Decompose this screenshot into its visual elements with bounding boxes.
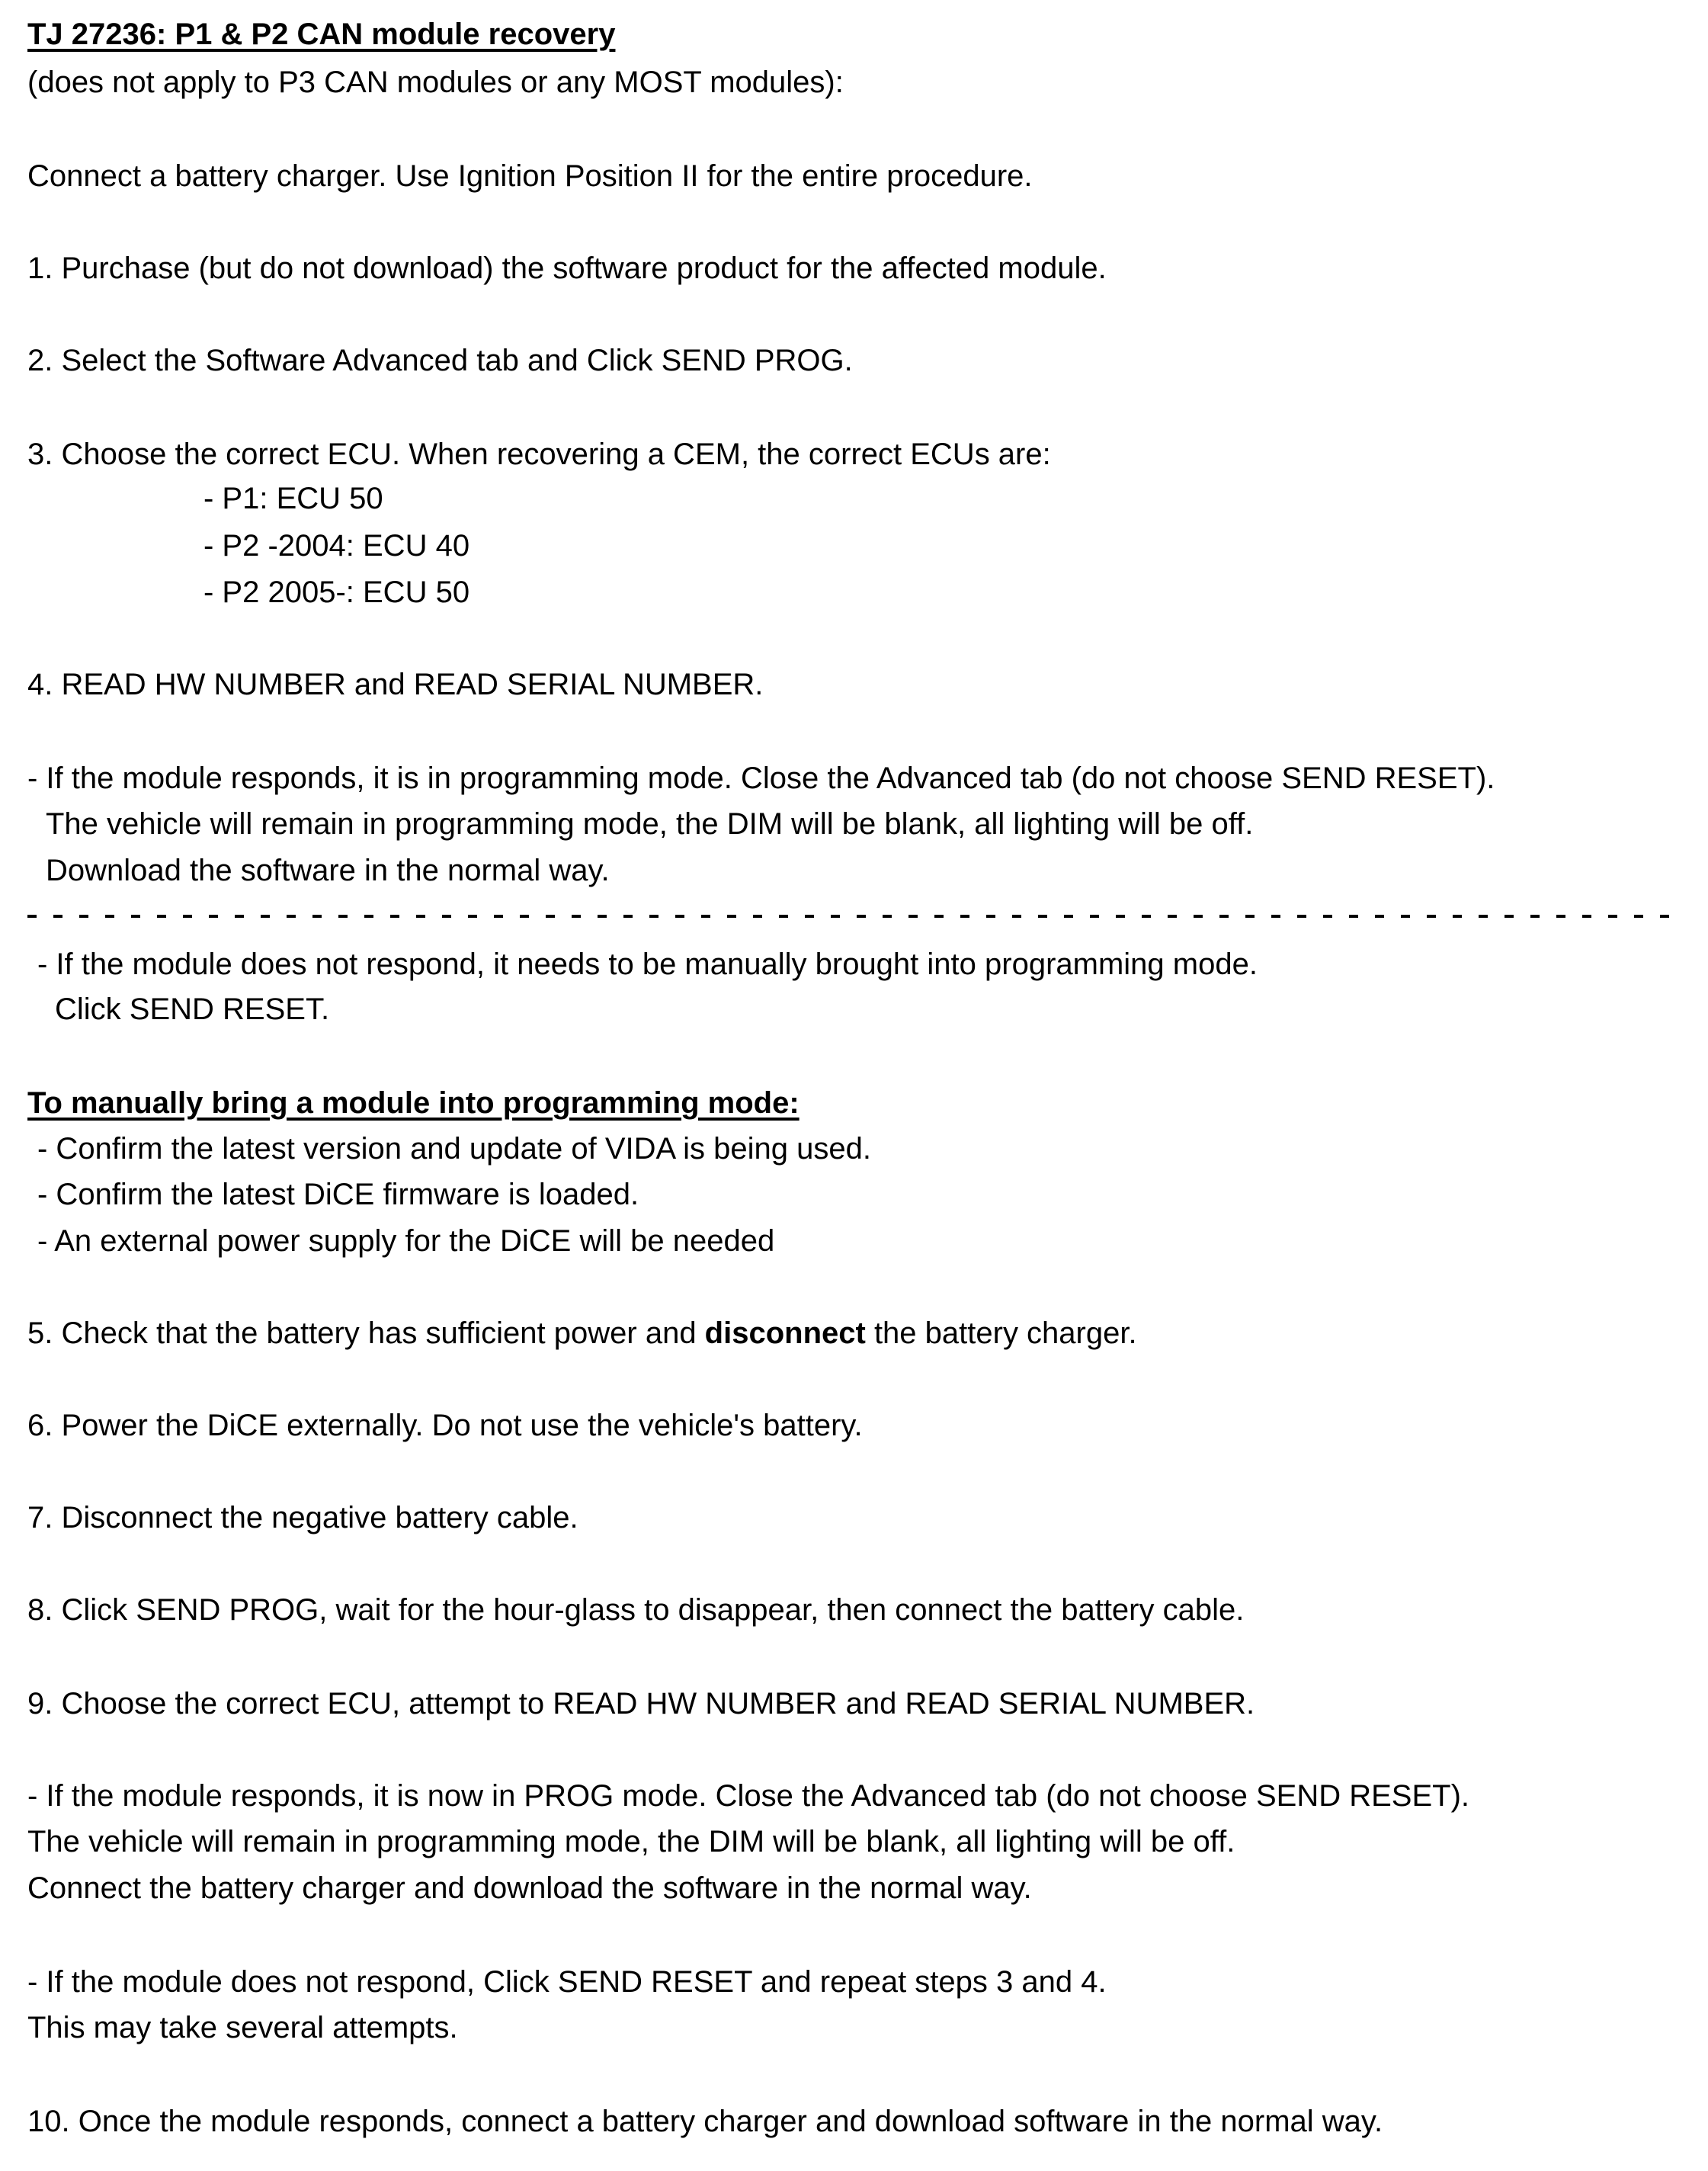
step-5-text: 5. Check that the battery has sufficient power and	[27, 1316, 705, 1350]
step-8: 8. Click SEND PROG, wait for the hour-glass to disappear, then connect the battery cable.	[27, 1593, 1245, 1627]
dashed-divider	[27, 915, 1674, 918]
step-5	[27, 1315, 1137, 1352]
document-title: TJ 27236: P1 & P2 CAN module recovery	[27, 18, 616, 51]
responds2-line: - If the module responds, it is now in PROG mode. Close the Advanced tab (do not choose SEND RESET).	[27, 1779, 1470, 1813]
responds-line: - If the module responds, it is in programming mode. Close the Advanced tab (do not choose SEND RESET).	[27, 762, 1495, 795]
manual-heading: To manually bring a module into programming mode:	[27, 1086, 800, 1120]
step-3: 3. Choose the correct ECU. When recovering a CEM, the correct ECUs are:	[27, 438, 1051, 471]
responds2-line: Connect the battery charger and download the software in the normal way.	[27, 1871, 1032, 1905]
manual-item: - An external power supply for the DiCE will be needed	[37, 1224, 775, 1258]
step-6: 6. Power the DiCE externally. Do not use the vehicle's battery.	[27, 1409, 863, 1442]
ecu-item: - P2 2005-: ECU 50	[203, 576, 470, 609]
step-4: 4. READ HW NUMBER and READ SERIAL NUMBER.	[27, 668, 764, 701]
not-responds-line: - If the module does not respond, it needs to be manually brought into programming mode.	[37, 948, 1258, 981]
step-9: 9. Choose the correct ECU, attempt to READ HW NUMBER and READ SERIAL NUMBER.	[27, 1687, 1255, 1720]
step-5-bold: disconnect	[704, 1316, 866, 1350]
not-responds2-line: This may take several attempts.	[27, 2011, 458, 2044]
manual-item: - Confirm the latest version and update of VIDA is being used.	[37, 1132, 871, 1166]
step-1: 1. Purchase (but do not download) the software product for the affected module.	[27, 252, 1107, 285]
manual-item: - Confirm the latest DiCE firmware is loaded.	[37, 1178, 639, 1211]
not-responds2-line: - If the module does not respond, Click SEND RESET and repeat steps 3 and 4.	[27, 1965, 1107, 1999]
ecu-item: - P1: ECU 50	[203, 482, 383, 515]
intro: Connect a battery charger. Use Ignition Position II for the entire procedure.	[27, 159, 1033, 193]
step-10: 10. Once the module responds, connect a battery charger and download software in the normal way.	[27, 2105, 1383, 2138]
not-responds-line: Click SEND RESET.	[55, 993, 330, 1026]
responds-line: The vehicle will remain in programming mode, the DIM will be blank, all lighting will be off.	[46, 807, 1254, 841]
responds-line: Download the software in the normal way.	[46, 854, 610, 887]
subtitle: (does not apply to P3 CAN modules or any MOST modules):	[27, 66, 844, 99]
responds2-line: The vehicle will remain in programming mode, the DIM will be blank, all lighting will be off.	[27, 1825, 1235, 1858]
step-7: 7. Disconnect the negative battery cable.	[27, 1501, 578, 1534]
ecu-item: - P2 -2004: ECU 40	[203, 529, 470, 563]
step-5-text-end: the battery charger.	[865, 1316, 1137, 1350]
step-2: 2. Select the Software Advanced tab and Click SEND PROG.	[27, 344, 853, 377]
